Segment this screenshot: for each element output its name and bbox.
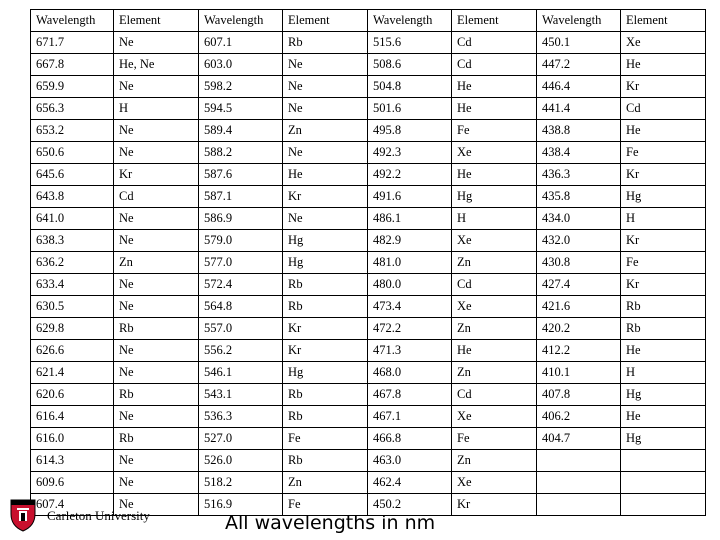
element-cell: Ne [283,208,368,230]
wavelength-cell: 641.0 [31,208,114,230]
wavelength-cell: 404.7 [537,428,621,450]
header-cell: Element [283,10,368,32]
element-cell: Ne [283,142,368,164]
institution-name: Carleton University [47,508,150,523]
wavelength-cell: 420.2 [537,318,621,340]
element-cell: Fe [621,142,706,164]
table-row [31,428,706,450]
element-cell: Kr [114,164,199,186]
element-cell: Rb [621,318,706,340]
wavelength-cell: 645.6 [31,164,114,186]
element-cell: He [452,164,537,186]
wavelength-cell: 607.1 [199,32,283,54]
wavelength-cell: 421.6 [537,296,621,318]
element-cell: He [452,98,537,120]
element-cell: Ne [114,142,199,164]
element-cell: Zn [283,120,368,142]
wavelength-cell: 407.8 [537,384,621,406]
header-cell: Element [621,10,706,32]
table-row [31,406,706,428]
wavelength-cell: 594.5 [199,98,283,120]
element-cell: H [452,208,537,230]
element-cell: Ne [114,120,199,142]
wavelength-cell: 508.6 [368,54,452,76]
element-cell: Cd [452,274,537,296]
header-cell: Wavelength [368,10,452,32]
wavelength-cell: 450.2 [368,494,452,516]
table-row [31,164,706,186]
wavelength-cell: 438.8 [537,120,621,142]
element-cell: Ne [114,450,199,472]
element-cell [621,472,706,494]
header-cell: Wavelength [537,10,621,32]
table-row [31,32,706,54]
header-cell: Wavelength [199,10,283,32]
wavelength-cell: 609.6 [31,472,114,494]
wavelength-cell: 515.6 [368,32,452,54]
header-cell: Element [114,10,199,32]
wavelength-cell: 432.0 [537,230,621,252]
element-cell: Ne [283,98,368,120]
wavelength-table [30,9,706,516]
element-cell: Hg [621,186,706,208]
wavelength-cell: 406.2 [537,406,621,428]
table-row [31,230,706,252]
wavelength-cell: 636.2 [31,252,114,274]
element-cell: Cd [114,186,199,208]
element-cell: Ne [283,54,368,76]
element-cell: Kr [621,230,706,252]
wavelength-cell: 486.1 [368,208,452,230]
element-cell: Hg [283,230,368,252]
units-note: All wavelengths in nm [225,512,436,534]
wavelength-cell: 504.8 [368,76,452,98]
wavelength-cell: 638.3 [31,230,114,252]
element-cell: Hg [621,428,706,450]
element-cell: Kr [283,340,368,362]
element-cell: Rb [114,318,199,340]
table-row [31,54,706,76]
wavelength-cell [537,450,621,472]
element-cell: Zn [114,252,199,274]
wavelength-cell: 621.4 [31,362,114,384]
table-row [31,76,706,98]
element-cell: H [114,98,199,120]
element-cell: Ne [114,406,199,428]
wavelength-cell: 667.8 [31,54,114,76]
wavelength-cell: 441.4 [537,98,621,120]
wavelength-cell: 467.1 [368,406,452,428]
wavelength-cell: 527.0 [199,428,283,450]
wavelength-cell: 495.8 [368,120,452,142]
table-row [31,252,706,274]
wavelength-cell: 564.8 [199,296,283,318]
element-cell: He [621,120,706,142]
element-cell: Ne [114,362,199,384]
wavelength-cell: 491.6 [368,186,452,208]
wavelength-cell: 438.4 [537,142,621,164]
wavelength-cell: 430.8 [537,252,621,274]
element-cell: Kr [283,318,368,340]
wavelength-cell: 653.2 [31,120,114,142]
table-body [31,32,706,516]
element-cell: Xe [452,142,537,164]
wavelength-cell: 501.6 [368,98,452,120]
wavelength-cell: 471.3 [368,340,452,362]
wavelength-cell: 546.1 [199,362,283,384]
wavelength-cell: 516.9 [199,494,283,516]
header-cell: Element [452,10,537,32]
element-cell: He [621,406,706,428]
wavelength-cell: 626.6 [31,340,114,362]
element-cell: Rb [283,32,368,54]
element-cell: Rb [621,296,706,318]
element-cell: Ne [114,494,199,516]
wavelength-cell: 671.7 [31,32,114,54]
element-cell: He [283,164,368,186]
wavelength-cell: 482.9 [368,230,452,252]
wavelength-cell [537,472,621,494]
element-cell: Zn [452,450,537,472]
element-cell: Kr [283,186,368,208]
wavelength-cell: 659.9 [31,76,114,98]
element-cell: Xe [621,32,706,54]
element-cell: He [621,54,706,76]
element-cell: Hg [283,362,368,384]
element-cell: Fe [452,120,537,142]
wavelength-cell: 446.4 [537,76,621,98]
wavelength-cell: 587.6 [199,164,283,186]
element-cell: Fe [621,252,706,274]
header-cell: Wavelength [31,10,114,32]
element-cell: Zn [452,318,537,340]
element-cell: Hg [621,384,706,406]
element-cell: Xe [452,230,537,252]
wavelength-cell: 557.0 [199,318,283,340]
element-cell: Ne [283,76,368,98]
table-row [31,450,706,472]
element-cell: Xe [452,406,537,428]
wavelength-cell: 466.8 [368,428,452,450]
wavelength-cell: 468.0 [368,362,452,384]
element-cell: Rb [283,450,368,472]
element-cell: He [452,340,537,362]
element-cell: Fe [283,428,368,450]
table-row [31,340,706,362]
table-header-row [31,10,706,32]
wavelength-cell: 598.2 [199,76,283,98]
wavelength-cell: 620.6 [31,384,114,406]
element-cell [621,494,706,516]
element-cell: Ne [114,274,199,296]
wavelength-cell: 526.0 [199,450,283,472]
table-row [31,208,706,230]
element-cell: Cd [621,98,706,120]
wavelength-cell: 436.3 [537,164,621,186]
table-row [31,98,706,120]
element-cell: Ne [114,208,199,230]
element-cell: Rb [283,406,368,428]
wavelength-cell: 435.8 [537,186,621,208]
wavelength-cell: 633.4 [31,274,114,296]
element-cell: Kr [621,164,706,186]
wavelength-cell: 473.4 [368,296,452,318]
element-cell: Ne [114,296,199,318]
table-row [31,318,706,340]
wavelength-cell: 579.0 [199,230,283,252]
wavelength-cell: 492.2 [368,164,452,186]
table-row [31,384,706,406]
carleton-shield-icon [8,497,38,533]
wavelength-cell: 536.3 [199,406,283,428]
wavelength-cell: 588.2 [199,142,283,164]
wavelength-cell: 472.2 [368,318,452,340]
wavelength-cell: 447.2 [537,54,621,76]
element-cell: Rb [114,384,199,406]
element-cell: Cd [452,54,537,76]
wavelength-cell: 480.0 [368,274,452,296]
wavelength-cell: 467.8 [368,384,452,406]
element-cell: Ne [114,230,199,252]
table-row [31,186,706,208]
wavelength-cell: 434.0 [537,208,621,230]
wavelength-cell: 603.0 [199,54,283,76]
wavelength-cell: 572.4 [199,274,283,296]
element-cell: He [452,76,537,98]
wavelength-cell: 427.4 [537,274,621,296]
table-row [31,472,706,494]
element-cell: Kr [621,274,706,296]
element-cell: Kr [452,494,537,516]
table-row [31,120,706,142]
wavelength-cell: 412.2 [537,340,621,362]
wavelength-cell: 650.6 [31,142,114,164]
element-cell: Fe [283,494,368,516]
wavelength-cell: 630.5 [31,296,114,318]
element-cell: Zn [283,472,368,494]
element-cell: He, Ne [114,54,199,76]
table-row [31,142,706,164]
wavelength-cell: 643.8 [31,186,114,208]
wavelength-cell: 450.1 [537,32,621,54]
element-cell: Ne [114,472,199,494]
element-cell: Rb [283,274,368,296]
wavelength-cell: 543.1 [199,384,283,406]
wavelength-cell: 587.1 [199,186,283,208]
wavelength-cell: 556.2 [199,340,283,362]
element-cell: Cd [452,32,537,54]
element-cell: Ne [114,76,199,98]
element-cell: Xe [452,472,537,494]
element-cell: Kr [621,76,706,98]
element-cell: H [621,208,706,230]
element-cell: Zn [452,252,537,274]
element-cell: Xe [452,296,537,318]
table-row [31,362,706,384]
wavelength-cell: 586.9 [199,208,283,230]
element-cell: Fe [452,428,537,450]
wavelength-cell: 614.3 [31,450,114,472]
element-cell: Rb [283,384,368,406]
table-row [31,274,706,296]
wavelength-cell: 463.0 [368,450,452,472]
element-cell: Cd [452,384,537,406]
wavelength-cell: 616.4 [31,406,114,428]
element-cell: Ne [114,340,199,362]
wavelength-cell: 589.4 [199,120,283,142]
element-cell: Hg [283,252,368,274]
wavelength-cell: 462.4 [368,472,452,494]
element-cell [621,450,706,472]
wavelength-cell: 577.0 [199,252,283,274]
wavelength-cell: 518.2 [199,472,283,494]
element-cell: Zn [452,362,537,384]
element-cell: Ne [114,32,199,54]
wavelength-cell: 656.3 [31,98,114,120]
element-cell: He [621,340,706,362]
element-cell: H [621,362,706,384]
wavelength-cell [537,494,621,516]
wavelength-cell: 492.3 [368,142,452,164]
element-cell: Hg [452,186,537,208]
wavelength-cell: 629.8 [31,318,114,340]
wavelength-cell: 607.4 [31,494,114,516]
element-cell: Rb [114,428,199,450]
wavelength-cell: 410.1 [537,362,621,384]
wavelength-cell: 481.0 [368,252,452,274]
table-row [31,296,706,318]
wavelength-cell: 616.0 [31,428,114,450]
element-cell: Rb [283,296,368,318]
